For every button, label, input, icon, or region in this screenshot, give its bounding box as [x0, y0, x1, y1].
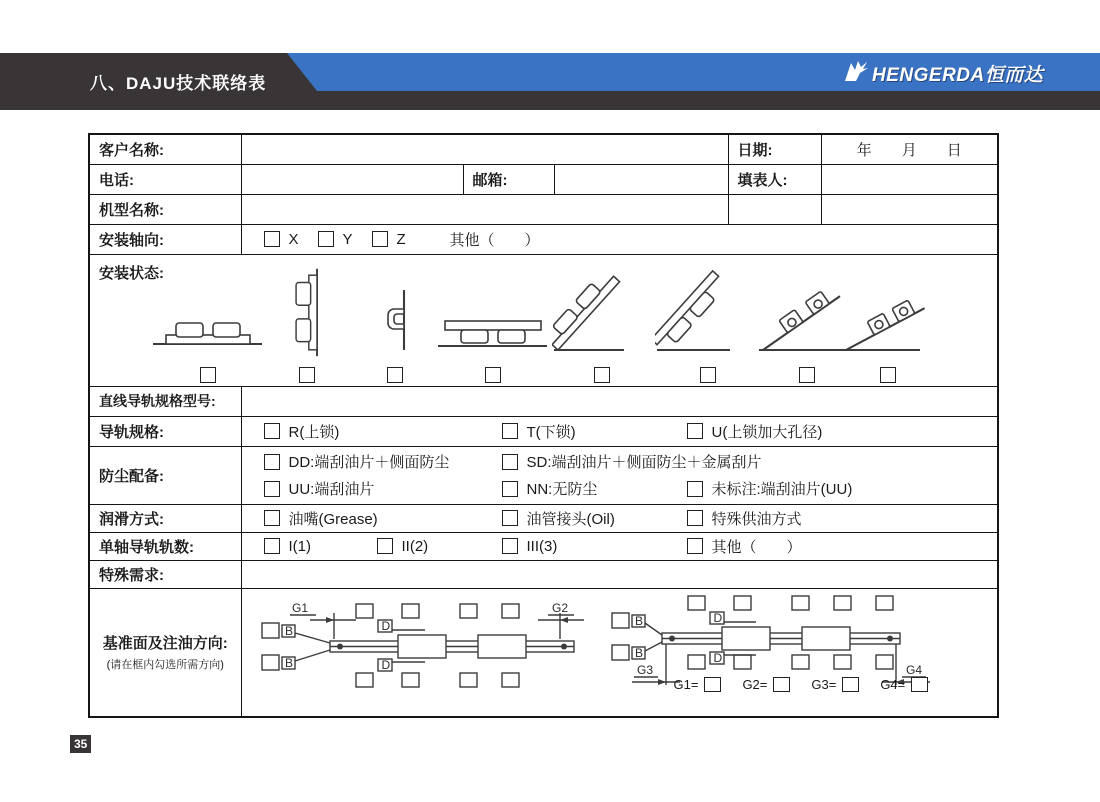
page-number-badge: 35 [70, 735, 91, 753]
customer-name-label: 客户名称: [89, 134, 241, 164]
model-name-field[interactable] [241, 194, 728, 224]
email-label: 邮箱: [463, 164, 554, 194]
b-datum-label: B [634, 613, 643, 628]
mount-option-incline-steep-bottom [655, 267, 760, 383]
checkbox-datum[interactable] [356, 604, 373, 618]
checkbox-g2[interactable] [773, 677, 790, 692]
rail-spec-option-u[interactable]: U(上锁加大孔径) [687, 421, 823, 442]
mount-state-label: 安装状态: [99, 264, 164, 282]
checkbox-mount-7[interactable] [799, 367, 815, 383]
checkbox-dust-uu[interactable] [264, 481, 280, 497]
rail-incline-steep-blocks-bottom-icon [655, 270, 760, 358]
checkbox-spec-u[interactable] [687, 423, 703, 439]
mount-option-incline-steep-top [552, 267, 652, 383]
checkbox-datum[interactable] [612, 613, 629, 628]
datum-sublabel: (请在框内勾选所需方向) [106, 659, 224, 672]
lube-option-special[interactable]: 特殊供油方式 [687, 508, 802, 529]
dust-option-sd[interactable]: SD:端刮油片＋侧面防尘＋金属刮片 [502, 451, 762, 472]
rail-spec-label: 导轨规格: [89, 416, 241, 446]
rail-flat-blocks-top-icon [150, 280, 265, 358]
rail-count-label: 单轴导轨轨数: [89, 532, 241, 560]
checkbox-count-2[interactable] [377, 538, 393, 554]
axis-option-y[interactable]: Y [318, 231, 372, 248]
checkbox-axis-y[interactable] [318, 231, 334, 247]
g2-dim-label: G2 [551, 600, 568, 615]
checkbox-datum[interactable] [876, 596, 893, 610]
model-name-label: 机型名称: [89, 194, 241, 224]
row-model [89, 194, 998, 224]
email-field[interactable] [554, 164, 728, 194]
checkbox-axis-z[interactable] [372, 231, 388, 247]
d-datum-label: D [381, 618, 390, 633]
row-phone [89, 164, 998, 194]
checkbox-datum[interactable] [262, 623, 279, 638]
checkbox-datum[interactable] [876, 655, 893, 669]
checkbox-datum[interactable] [688, 596, 705, 610]
checkbox-lube-special[interactable] [687, 510, 703, 526]
checkbox-mount-2[interactable] [299, 367, 315, 383]
row-rail-count [89, 532, 998, 560]
row-rail-spec [89, 416, 998, 446]
row-axis [89, 224, 998, 254]
checkbox-lube-grease[interactable] [264, 510, 280, 526]
b-datum-label: B [284, 655, 293, 670]
dust-option-unmarked[interactable]: 未标注:端刮油片(UU) [687, 478, 853, 499]
checkbox-spec-r[interactable] [264, 423, 280, 439]
count-option-3[interactable]: III(3) [502, 538, 687, 555]
dust-option-dd[interactable]: DD:端刮油片＋侧面防尘 [264, 451, 502, 472]
hengerda-hawk-icon [843, 59, 869, 88]
g3-dim-label: G3 [636, 662, 653, 677]
lube-option-grease[interactable]: 油嘴(Grease) [264, 508, 502, 529]
dust-label: 防尘配备: [89, 446, 241, 504]
phone-field[interactable] [241, 164, 463, 194]
checkbox-axis-x[interactable] [264, 231, 280, 247]
checkbox-datum[interactable] [262, 655, 279, 670]
checkbox-datum[interactable] [688, 655, 705, 669]
checkbox-g1[interactable] [704, 677, 721, 692]
checkbox-g4[interactable] [911, 677, 928, 692]
d-datum-label: D [381, 657, 390, 672]
checkbox-count-1[interactable] [264, 538, 280, 554]
g4-dim-label: G4 [905, 662, 922, 677]
checkbox-datum[interactable] [834, 655, 851, 669]
carriage-block [802, 627, 850, 650]
checkbox-datum[interactable] [460, 604, 477, 618]
checkbox-datum[interactable] [612, 645, 629, 660]
filler-field[interactable] [821, 164, 998, 194]
checkbox-dust-unmarked[interactable] [687, 481, 703, 497]
checkbox-spec-t[interactable] [502, 423, 518, 439]
checkbox-mount-8[interactable] [880, 367, 896, 383]
g1-dim-label: G1 [291, 600, 308, 615]
rail-incline-low-icon [840, 286, 935, 358]
count-option-1[interactable]: I(1) [264, 538, 377, 555]
checkbox-g3[interactable] [842, 677, 859, 692]
checkbox-datum[interactable] [502, 604, 519, 618]
g3-value-item: G3= [811, 677, 859, 692]
axis-option-x[interactable]: X [264, 231, 318, 248]
checkbox-datum[interactable] [792, 596, 809, 610]
g-values-row [674, 677, 929, 692]
lube-label: 润滑方式: [89, 504, 241, 532]
checkbox-mount-3[interactable] [387, 367, 403, 383]
mount-option-side-clip [375, 267, 415, 383]
axis-option-other[interactable]: 其他（ ） [449, 231, 540, 249]
dust-option-nn[interactable]: NN:无防尘 [502, 478, 687, 499]
checkbox-dust-nn[interactable] [502, 481, 518, 497]
checkbox-count-3[interactable] [502, 538, 518, 554]
checkbox-datum[interactable] [402, 604, 419, 618]
row-rail-model [89, 386, 998, 416]
datum-diagram-left [260, 599, 590, 691]
row-mount-state [89, 254, 998, 386]
mount-option-vertical [286, 267, 328, 383]
axis-option-z[interactable]: Z [372, 231, 426, 248]
datum-label-cell [89, 588, 241, 717]
checkbox-datum[interactable] [402, 673, 419, 687]
date-field[interactable]: 年 月 日 [821, 134, 998, 164]
checkbox-count-other[interactable] [687, 538, 703, 554]
rail-spec-option-r[interactable]: R(上锁) [264, 421, 502, 442]
g1-value-item: G1= [674, 677, 722, 692]
filler-label: 填表人: [728, 164, 821, 194]
checkbox-datum[interactable] [792, 655, 809, 669]
rail-incline-steep-blocks-top-icon [552, 270, 652, 358]
brand-name: HENGERDA恒而达 [872, 65, 1044, 86]
checkbox-mount-4[interactable] [485, 367, 501, 383]
b-datum-label: B [284, 623, 293, 638]
checkbox-datum[interactable] [734, 596, 751, 610]
mount-option-flat-top [150, 267, 265, 383]
checkbox-mount-6[interactable] [700, 367, 716, 383]
rail-model-field[interactable] [241, 386, 998, 416]
checkbox-datum[interactable] [502, 673, 519, 687]
b-datum-label: B [634, 645, 643, 660]
row-special [89, 560, 998, 588]
checkbox-dust-dd[interactable] [264, 454, 280, 470]
count-option-other[interactable]: 其他（ ） [687, 536, 802, 557]
customer-name-field[interactable] [241, 134, 728, 164]
count-option-2[interactable]: II(2) [377, 538, 502, 555]
rail-flat-blocks-bottom-icon [435, 280, 550, 358]
checkbox-datum[interactable] [460, 673, 477, 687]
g2-value-item: G2= [742, 677, 790, 692]
technical-contact-form [88, 133, 999, 718]
special-needs-field[interactable] [241, 560, 998, 588]
g4-value-item: G4= [880, 677, 928, 692]
datum-label: 基准面及注油方向: [102, 635, 228, 653]
checkbox-dust-sd[interactable] [502, 454, 518, 470]
carriage-block [722, 627, 770, 650]
row-dust [89, 446, 998, 504]
axis-label: 安装轴向: [89, 224, 241, 254]
date-label: 日期: [728, 134, 821, 164]
rail-spec-option-t[interactable]: T(下锁) [502, 421, 687, 442]
special-needs-label: 特殊需求: [89, 560, 241, 588]
checkbox-mount-1[interactable] [200, 367, 216, 383]
checkbox-lube-oil[interactable] [502, 510, 518, 526]
checkbox-datum[interactable] [356, 673, 373, 687]
checkbox-mount-5[interactable] [594, 367, 610, 383]
mount-option-flat-bottom [435, 267, 550, 383]
carriage-block [478, 635, 526, 658]
d-datum-label: D [713, 610, 722, 625]
row-datum [89, 588, 998, 717]
empty-cell[interactable] [821, 194, 998, 224]
lube-option-oil[interactable]: 油管接头(Oil) [502, 508, 687, 529]
row-lube [89, 504, 998, 532]
rail-side-clip-icon [375, 282, 415, 358]
page-title: 八、DAJU技术联络表 [90, 74, 267, 93]
row-customer [89, 134, 998, 164]
checkbox-datum[interactable] [734, 655, 751, 669]
rail-model-label: 直线导轨规格型号: [89, 386, 241, 416]
mount-option-incline-low [840, 267, 935, 383]
carriage-block [398, 635, 446, 658]
empty-cell[interactable] [728, 194, 821, 224]
rail-vertical-wall-icon [286, 267, 328, 358]
checkbox-datum[interactable] [834, 596, 851, 610]
dust-option-uu[interactable]: UU:端刮油片 [264, 478, 502, 499]
brand-logo [843, 59, 1043, 88]
header-band [0, 53, 1100, 110]
phone-label: 电话: [89, 164, 241, 194]
d-datum-label: D [713, 650, 722, 665]
